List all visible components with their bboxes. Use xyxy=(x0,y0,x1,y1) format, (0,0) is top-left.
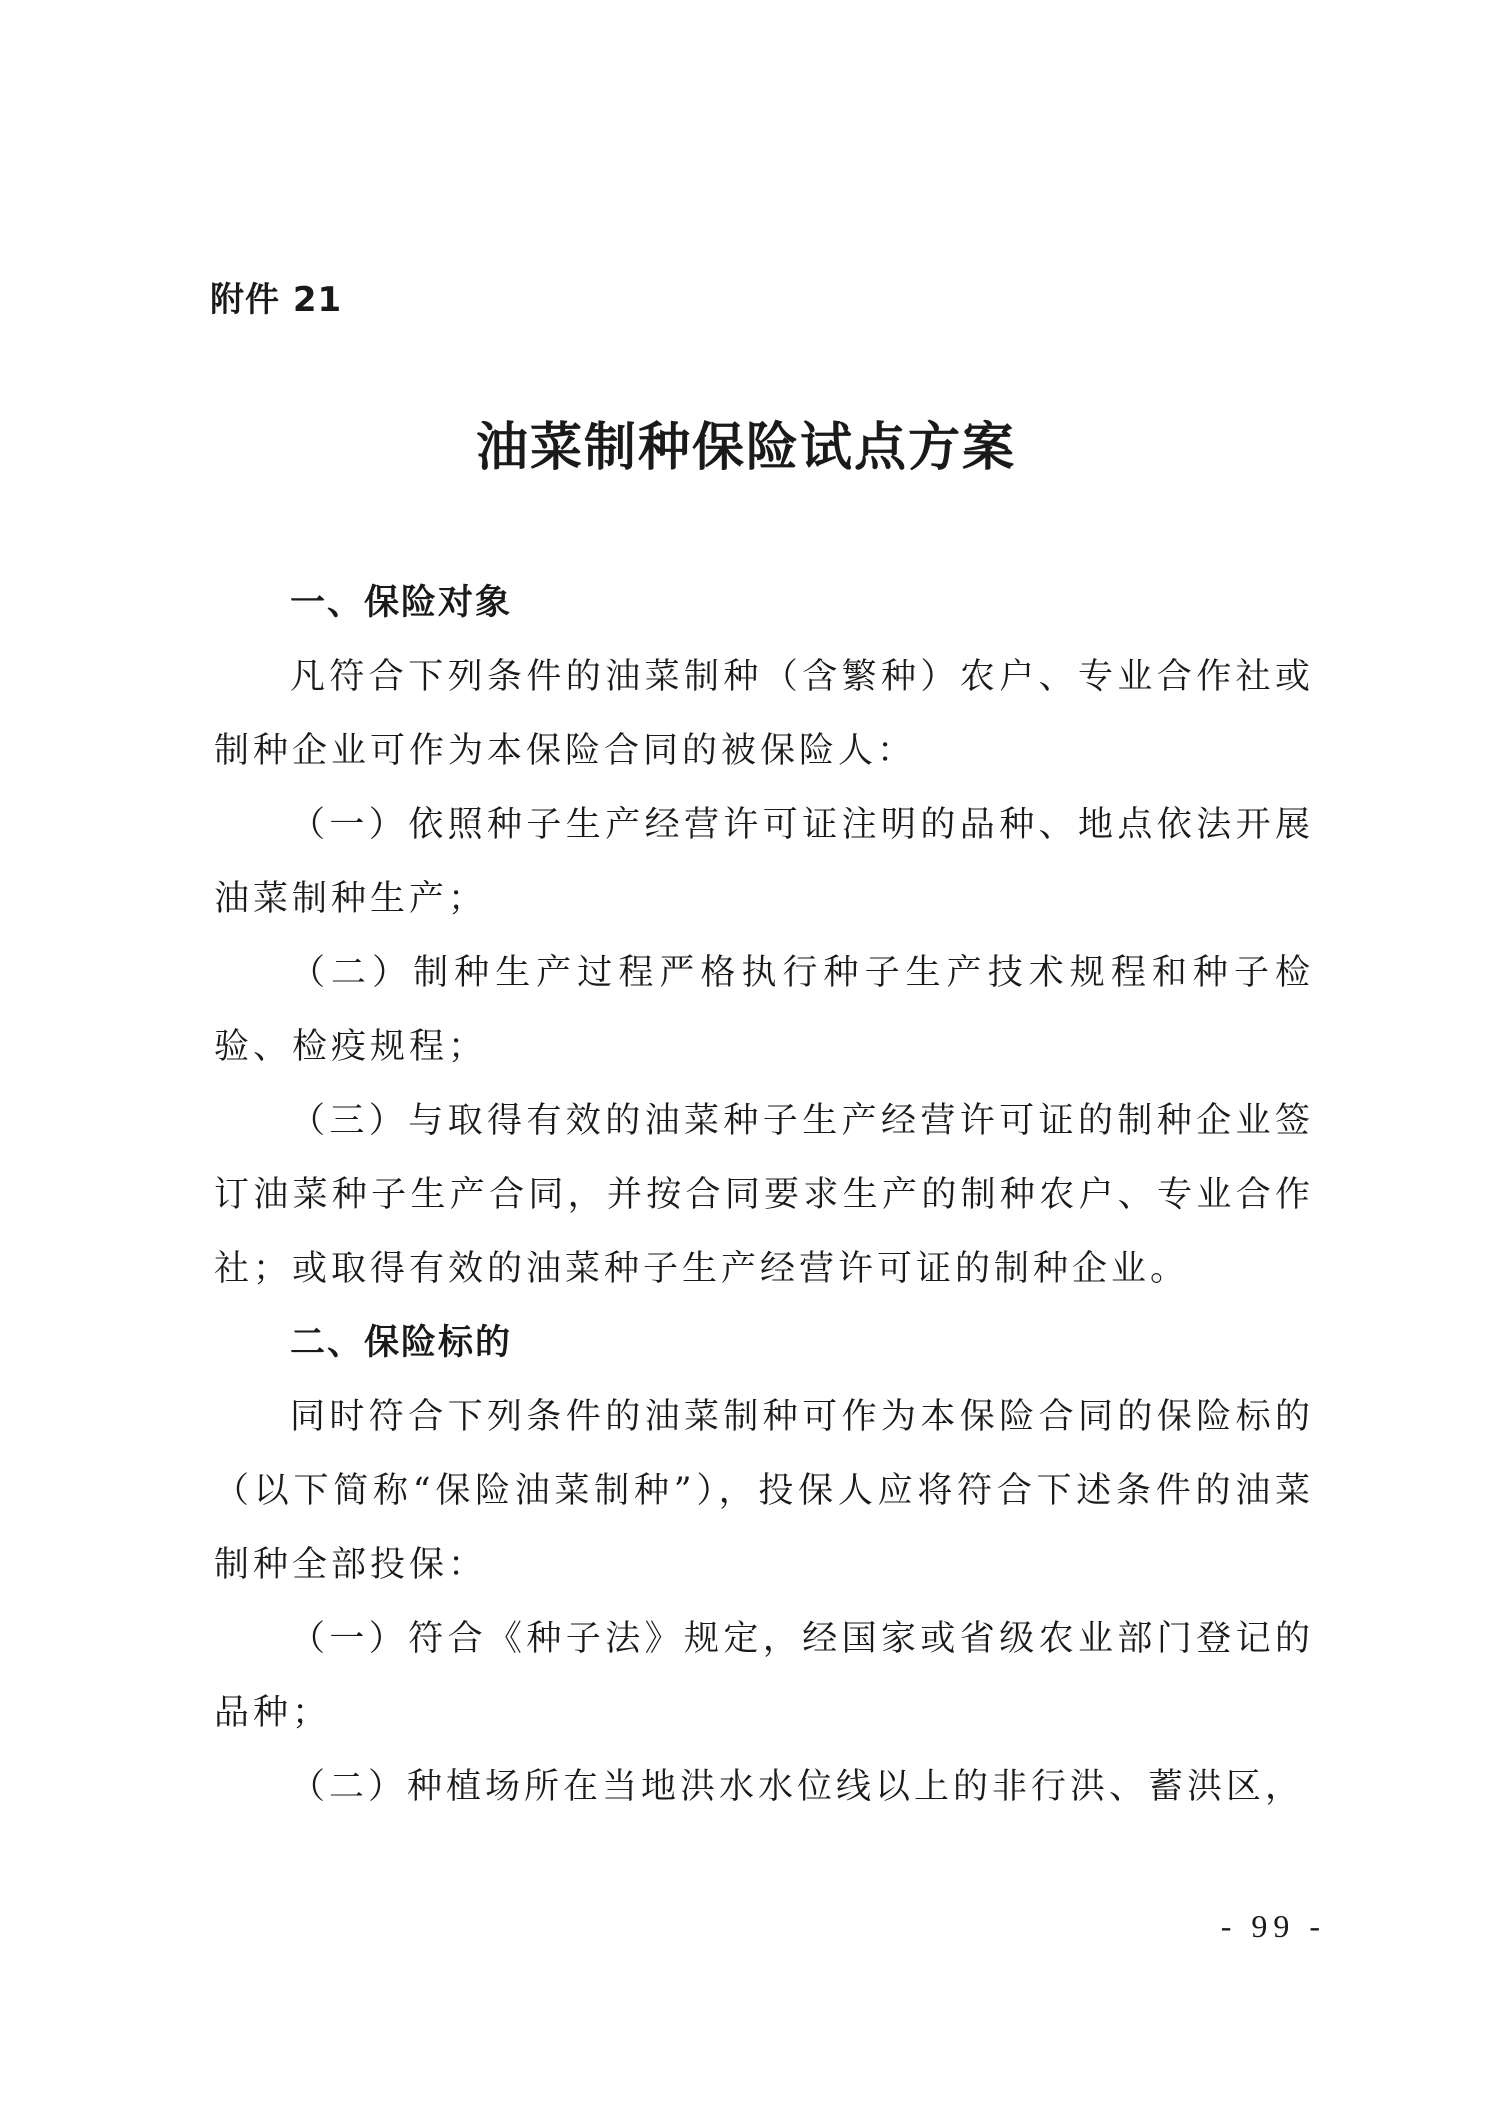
page-number: - 99 - xyxy=(1220,1908,1326,1944)
paragraph: （三）与取得有效的油菜种子生产经营许可证的制种企业签订油菜种子生产合同，并按合同要求生产的制种农户、专业合作社；或取得有效的油菜种子生产经营许可证的制种企业。 xyxy=(214,1101,1314,1289)
document-title: 油菜制种保险试点方案 xyxy=(475,417,1016,478)
attachment-label: 附件 21 xyxy=(210,280,343,320)
paragraph: （二）制种生产过程严格执行种子生产技术规程和种子检验、检疫规程； xyxy=(214,953,1314,1067)
paragraph: 同时符合下列条件的油菜制种可作为本保险合同的保险标的（以下简称“保险油菜制种”），投保人应将符合下述条件的油菜制种全部投保： xyxy=(214,1397,1314,1585)
paragraph: （二）种植场所在当地洪水水位线以上的非行洪、蓄洪区， xyxy=(290,1767,1305,1807)
section-heading: 二、保险标的 xyxy=(290,1323,513,1363)
document-body xyxy=(214,566,1314,1824)
section-heading: 一、保险对象 xyxy=(290,583,513,623)
paragraph: （一）符合《种子法》规定，经国家或省级农业部门登记的品种； xyxy=(214,1619,1314,1733)
paragraph: （一）依照种子生产经营许可证注明的品种、地点依法开展油菜制种生产； xyxy=(214,805,1314,919)
paragraph: 凡符合下列条件的油菜制种（含繁种）农户、专业合作社或制种企业可作为本保险合同的被保险人： xyxy=(214,657,1314,771)
